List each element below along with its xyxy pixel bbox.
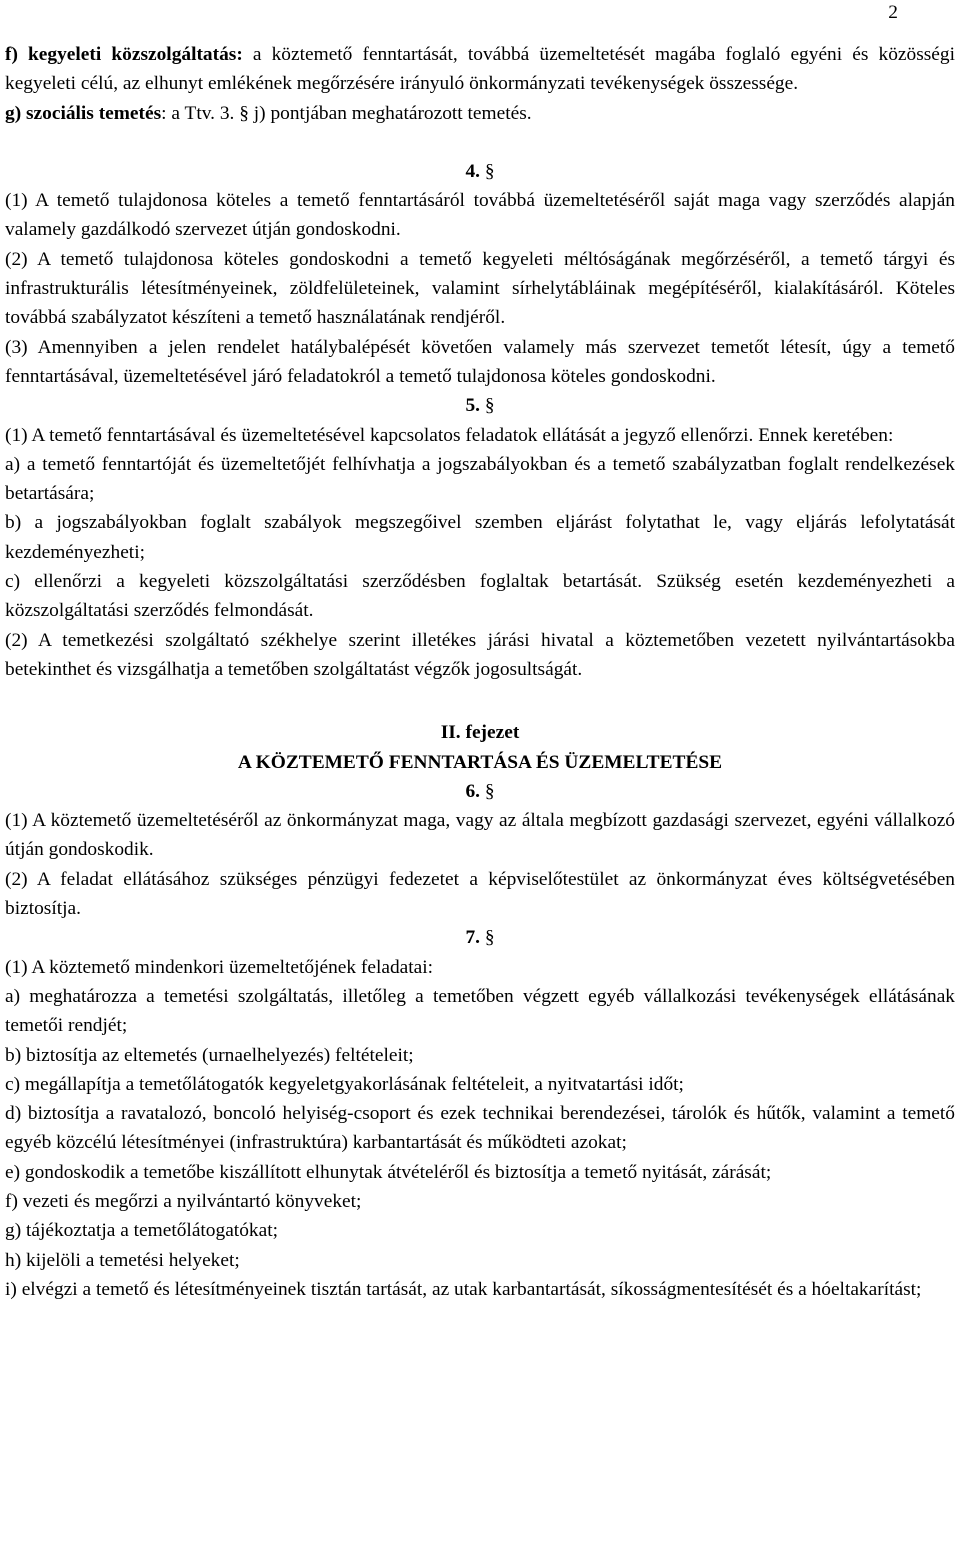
section-symbol: §	[484, 780, 495, 802]
chapter-title: A KÖZTEMETŐ FENNTARTÁSA ÉS ÜZEMELTETÉSE	[237, 751, 723, 773]
section-7-intro: (1) A köztemető mindenkori üzemeltetőjének feladatai:	[5, 956, 434, 978]
chapter-label: II. fejezet	[440, 722, 520, 744]
definition-g-text: : a Ttv. 3. § j) pontjában meghatározott temetés.	[161, 102, 532, 124]
document-body	[5, 40, 955, 1304]
section-5-item-b: b) a jogszabályokban foglalt szabályok megszegőivel szemben eljárást folytathat le, vagy eljárás lefolytatását kezdeményezheti;	[5, 512, 955, 563]
section-symbol: §	[484, 395, 495, 417]
section-7-item-e: e) gondoskodik a temetőbe kiszállított elhunytak átvételéről és biztosítja a temető nyitását, zárását;	[5, 1161, 772, 1183]
section-7-item-d: d) biztosítja a ravatalozó, boncoló helyiség-csoport és ezek technikai berendezései, tárolók és hűtők, valamint a temető egyéb közcélú létesítményei (infrastruktúra) karbantartását és működteti azokat;	[5, 1103, 955, 1154]
section-symbol: §	[484, 927, 495, 949]
section-5-paragraph-2: (2) A temetkezési szolgáltató székhelye szerint illetékes járási hivatal a köztemetőben vezetett nyilvántartásokba betekinthet és vizsgálhatja a temetőben szolgáltatást végzők jogosultságát.	[5, 629, 955, 680]
definition-g	[5, 99, 955, 128]
section-6-heading	[5, 777, 955, 806]
section-7-item-a: a) meghatározza a temetési szolgáltatás, illetőleg a temetőben végzett egyéb vállalkozási tevékenységek ellátásának temetői rendjét;	[5, 985, 955, 1037]
section-6-paragraph-1: (1) A köztemető üzemeltetéséről az önkormányzat maga, vagy az általa megbízott gazdasági szervezet, egyéni vállalkozó útján gondoskodik.	[5, 810, 955, 861]
section-4-paragraph-2: (2) A temető tulajdonosa köteles gondoskodni a temető kegyeleti méltóságának megőrzéséről, a temető tárgyi és infrastrukturális létesítményeinek, zöldfelületeinek, valamint sírhelytábláinak megépítéséről, kialakításáról. Köteles továbbá szabályzatot készíteni a temető használatának rendjéről.	[5, 248, 955, 329]
section-4-paragraph-3: (3) Amennyiben a jelen rendelet hatálybalépését követően valamely más szervezet temetőt létesít, úgy a temető fenntartásával, üzemeltetésével járó feladatokról a temető tulajdonosa köteles gondoskodni.	[5, 336, 955, 387]
section-7-item-h: h) kijelöli a temetési helyeket;	[5, 1249, 240, 1271]
definition-f	[5, 40, 955, 99]
section-7-item-g: g) tájékoztatja a temetőlátogatókat;	[5, 1220, 278, 1242]
section-symbol: §	[484, 160, 495, 182]
section-7-heading	[5, 923, 955, 952]
section-7-number: 7.	[465, 927, 480, 949]
section-5-item-a: a) a temető fenntartóját és üzemeltetőjét felhívhatja a jogszabályokban és a temető szabályzatban foglalt rendelkezések betartására;	[5, 453, 955, 505]
section-5-paragraph-1: (1) A temető fenntartásával és üzemeltetésével kapcsolatos feladatok ellátását a jegyző ellenőrzi. Ennek keretében:	[5, 424, 894, 446]
section-6-paragraph-2: (2) A feladat ellátásához szükséges pénzügyi fedezetet a képviselőtestület az önkormányzat éves költségvetésében biztosítja.	[5, 868, 955, 920]
section-7-item-c: c) megállapítja a temetőlátogatók kegyeletgyakorlásának feltételeit, a nyitvatartási időt;	[5, 1073, 684, 1095]
section-7-item-f: f) vezeti és megőrzi a nyilvántartó könyveket;	[5, 1190, 362, 1212]
section-5-item-c: c) ellenőrzi a kegyeleti közszolgáltatási szerződésben foglaltak betartását. Szükség esetén kezdeményezheti a közszolgáltatási szerződés felmondását.	[5, 571, 955, 622]
definition-g-term: g) szociális temetés	[5, 102, 162, 124]
section-4-number: 4.	[465, 160, 480, 182]
section-6-number: 6.	[465, 780, 480, 802]
definition-f-term: f) kegyeleti közszolgáltatás:	[5, 44, 243, 65]
spacer	[5, 684, 955, 718]
section-7-item-i: i) elvégzi a temető és létesítményeinek tisztán tartását, az utak karbantartását, síkosságmentesítését és a hóeltakarítást;	[5, 1278, 922, 1300]
definition-f-text: a köztemető fenntartását, továbbá üzemeltetését magába foglaló egyéni és közösségi kegyeleti célú, az elhunyt emlékének megőrzésére irányuló önkormányzati tevékenységek összessége.	[5, 44, 955, 95]
page-number: 2	[888, 2, 898, 23]
section-7-item-b: b) biztosítja az eltemetés (urnaelhelyezés) feltételeit;	[5, 1044, 414, 1066]
section-4-paragraph-1: (1) A temető tulajdonosa köteles a temető fenntartásáról továbbá üzemeltetéséről saját maga vagy szerződés alapján valamely gazdálkodó szervezet útján gondoskodni.	[5, 190, 955, 241]
spacer	[5, 128, 955, 157]
section-4-heading	[5, 157, 955, 186]
section-5-number: 5.	[465, 395, 480, 417]
section-5-heading	[5, 391, 955, 420]
